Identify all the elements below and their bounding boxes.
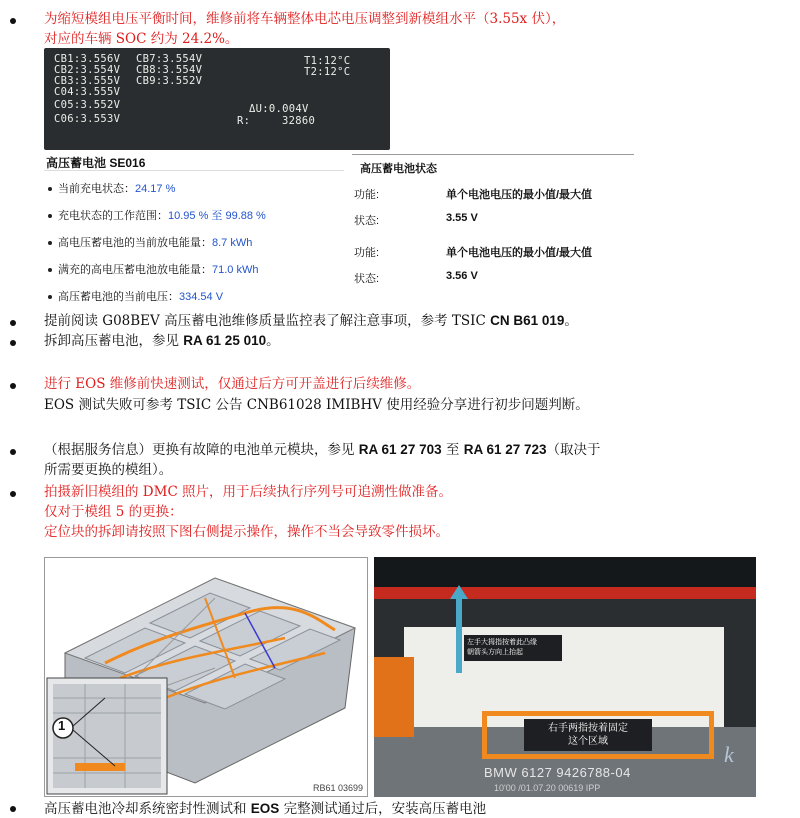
lcd-cell-9: CB9:3.552V	[136, 75, 203, 87]
extra-mark: k	[724, 742, 734, 767]
battery-panel-title: 高压蓄电池 SE016	[46, 156, 146, 170]
step-install-battery: 高压蓄电池冷却系统密封性测试和 EOS 完整测试通过后，安装高压蓄电池	[44, 801, 487, 817]
status-key: 状态:	[354, 215, 380, 227]
lcd-temp-2: T2:12°C	[304, 66, 351, 78]
lift-arrow-icon	[456, 595, 462, 673]
battery-row: 充电状态的工作范围：10.95 % 至 99.88 %	[48, 207, 266, 223]
status-value: 3.56 V	[446, 270, 478, 282]
intro-line-1: 为缩短模组电压平衡时间，维修前将车辆整体电芯电压调整到新模组水平（3.55x 伏），	[44, 11, 566, 27]
bullet	[10, 340, 16, 346]
note-top: 左手大拇指按着此凸缘 朝箭头方向上抬起	[464, 635, 562, 661]
step-eos-test: 进行 EOS 维修前快速测试，仅通过后方可开盖进行后续维修。	[44, 376, 421, 392]
bullet	[10, 320, 16, 326]
step-read-tsic: 提前阅读 G08BEV 高压蓄电池维修质量监控表了解注意事项，参考 TSIC CN B61 019。	[44, 313, 578, 329]
lcd-cell-5: C05:3.552V	[54, 99, 121, 111]
battery-pack-figure	[44, 557, 368, 797]
status-key: 状态:	[354, 273, 380, 285]
lcd-r-label: R:	[237, 115, 251, 127]
bullet	[10, 18, 16, 24]
bullet	[10, 383, 16, 389]
ra-link[interactable]: RA 61 27 703	[358, 442, 442, 457]
status-key: 功能:	[354, 247, 380, 259]
status-panel-border	[352, 154, 634, 155]
voltage-lcd-display	[44, 48, 390, 150]
ra-link[interactable]: RA 61 27 723	[463, 442, 547, 457]
intro-line-2: 对应的车辆 SOC 约为 24.2%。	[44, 31, 239, 47]
battery-row: 满充的高电压蓄电池放电能量：71.0 kWh	[48, 261, 258, 277]
step-remove-battery: 拆卸高压蓄电池，参见 RA 61 25 010。	[44, 333, 280, 349]
bullet	[10, 491, 16, 497]
bullet	[10, 449, 16, 455]
part-label: BMW 6127 9426788-04	[484, 765, 631, 780]
ra-link[interactable]: RA 61 25 010	[183, 333, 267, 348]
status-panel-title: 高压蓄电池状态	[360, 163, 437, 175]
lcd-cell-7: CB7:3.554V	[136, 53, 203, 65]
lcd-delta: ΔU:0.004V	[249, 103, 309, 115]
status-value: 3.55 V	[446, 212, 478, 224]
callout-number: 1	[58, 718, 66, 733]
note-box: 右手两指按着固定 这个区域	[524, 719, 652, 751]
lcd-temp-1: T1:12°C	[304, 55, 351, 67]
step-module5-only: 仅对于模组 5 的更换：	[44, 504, 183, 520]
bullet	[10, 806, 16, 812]
tsic-link[interactable]: CN B61 019	[490, 313, 565, 328]
step-replace-module: （根据服务信息）更换有故障的电池单元模块，参见 RA 61 27 703 至 RA 61 27 723（取决于	[44, 442, 601, 458]
battery-row: 当前充电状态：24.17 %	[48, 180, 175, 196]
lcd-cell-3: CB3:3.555V	[54, 75, 121, 87]
lcd-cell-6: C06:3.553V	[54, 113, 121, 125]
lcd-cell-8: CB8:3.554V	[136, 64, 203, 76]
battery-row: 高压蓄电池的当前电压：334.54 V	[48, 288, 223, 304]
figure-code: RB61 03699	[312, 783, 363, 793]
eos-ref: EOS	[250, 801, 280, 816]
part-sub: 10'00 /01.07.20 00619 IPP	[494, 783, 601, 793]
battery-row: 高电压蓄电池的当前放电能量：8.7 kWh	[48, 234, 252, 250]
lcd-r-value: 32860	[282, 115, 316, 127]
step-eos-note: EOS 测试失败可参考 TSIC 公告 CNB61028 IMIBHV 使用经验分享进行初步问题判断。	[44, 397, 589, 413]
status-value: 单个电池电压的最小值/最大值	[446, 247, 593, 259]
status-value: 单个电池电压的最小值/最大值	[446, 189, 593, 201]
lcd-cell-2: CB2:3.554V	[54, 64, 121, 76]
lcd-cell-4: C04:3.555V	[54, 86, 121, 98]
status-key: 功能:	[354, 189, 380, 201]
step-dmc-photo: 拍摄新旧模组的 DMC 照片，用于后续执行序列号可追溯性做准备。	[44, 484, 453, 500]
locator-block-photo	[374, 557, 756, 797]
panel-divider	[44, 170, 344, 171]
lcd-cell-1: CB1:3.556V	[54, 53, 121, 65]
step-locator-removal: 定位块的拆卸请按照下图右侧提示操作，操作不当会导致零件损坏。	[44, 524, 449, 540]
step-replace-module-cont: 所需要更换的模组）。	[44, 462, 173, 478]
